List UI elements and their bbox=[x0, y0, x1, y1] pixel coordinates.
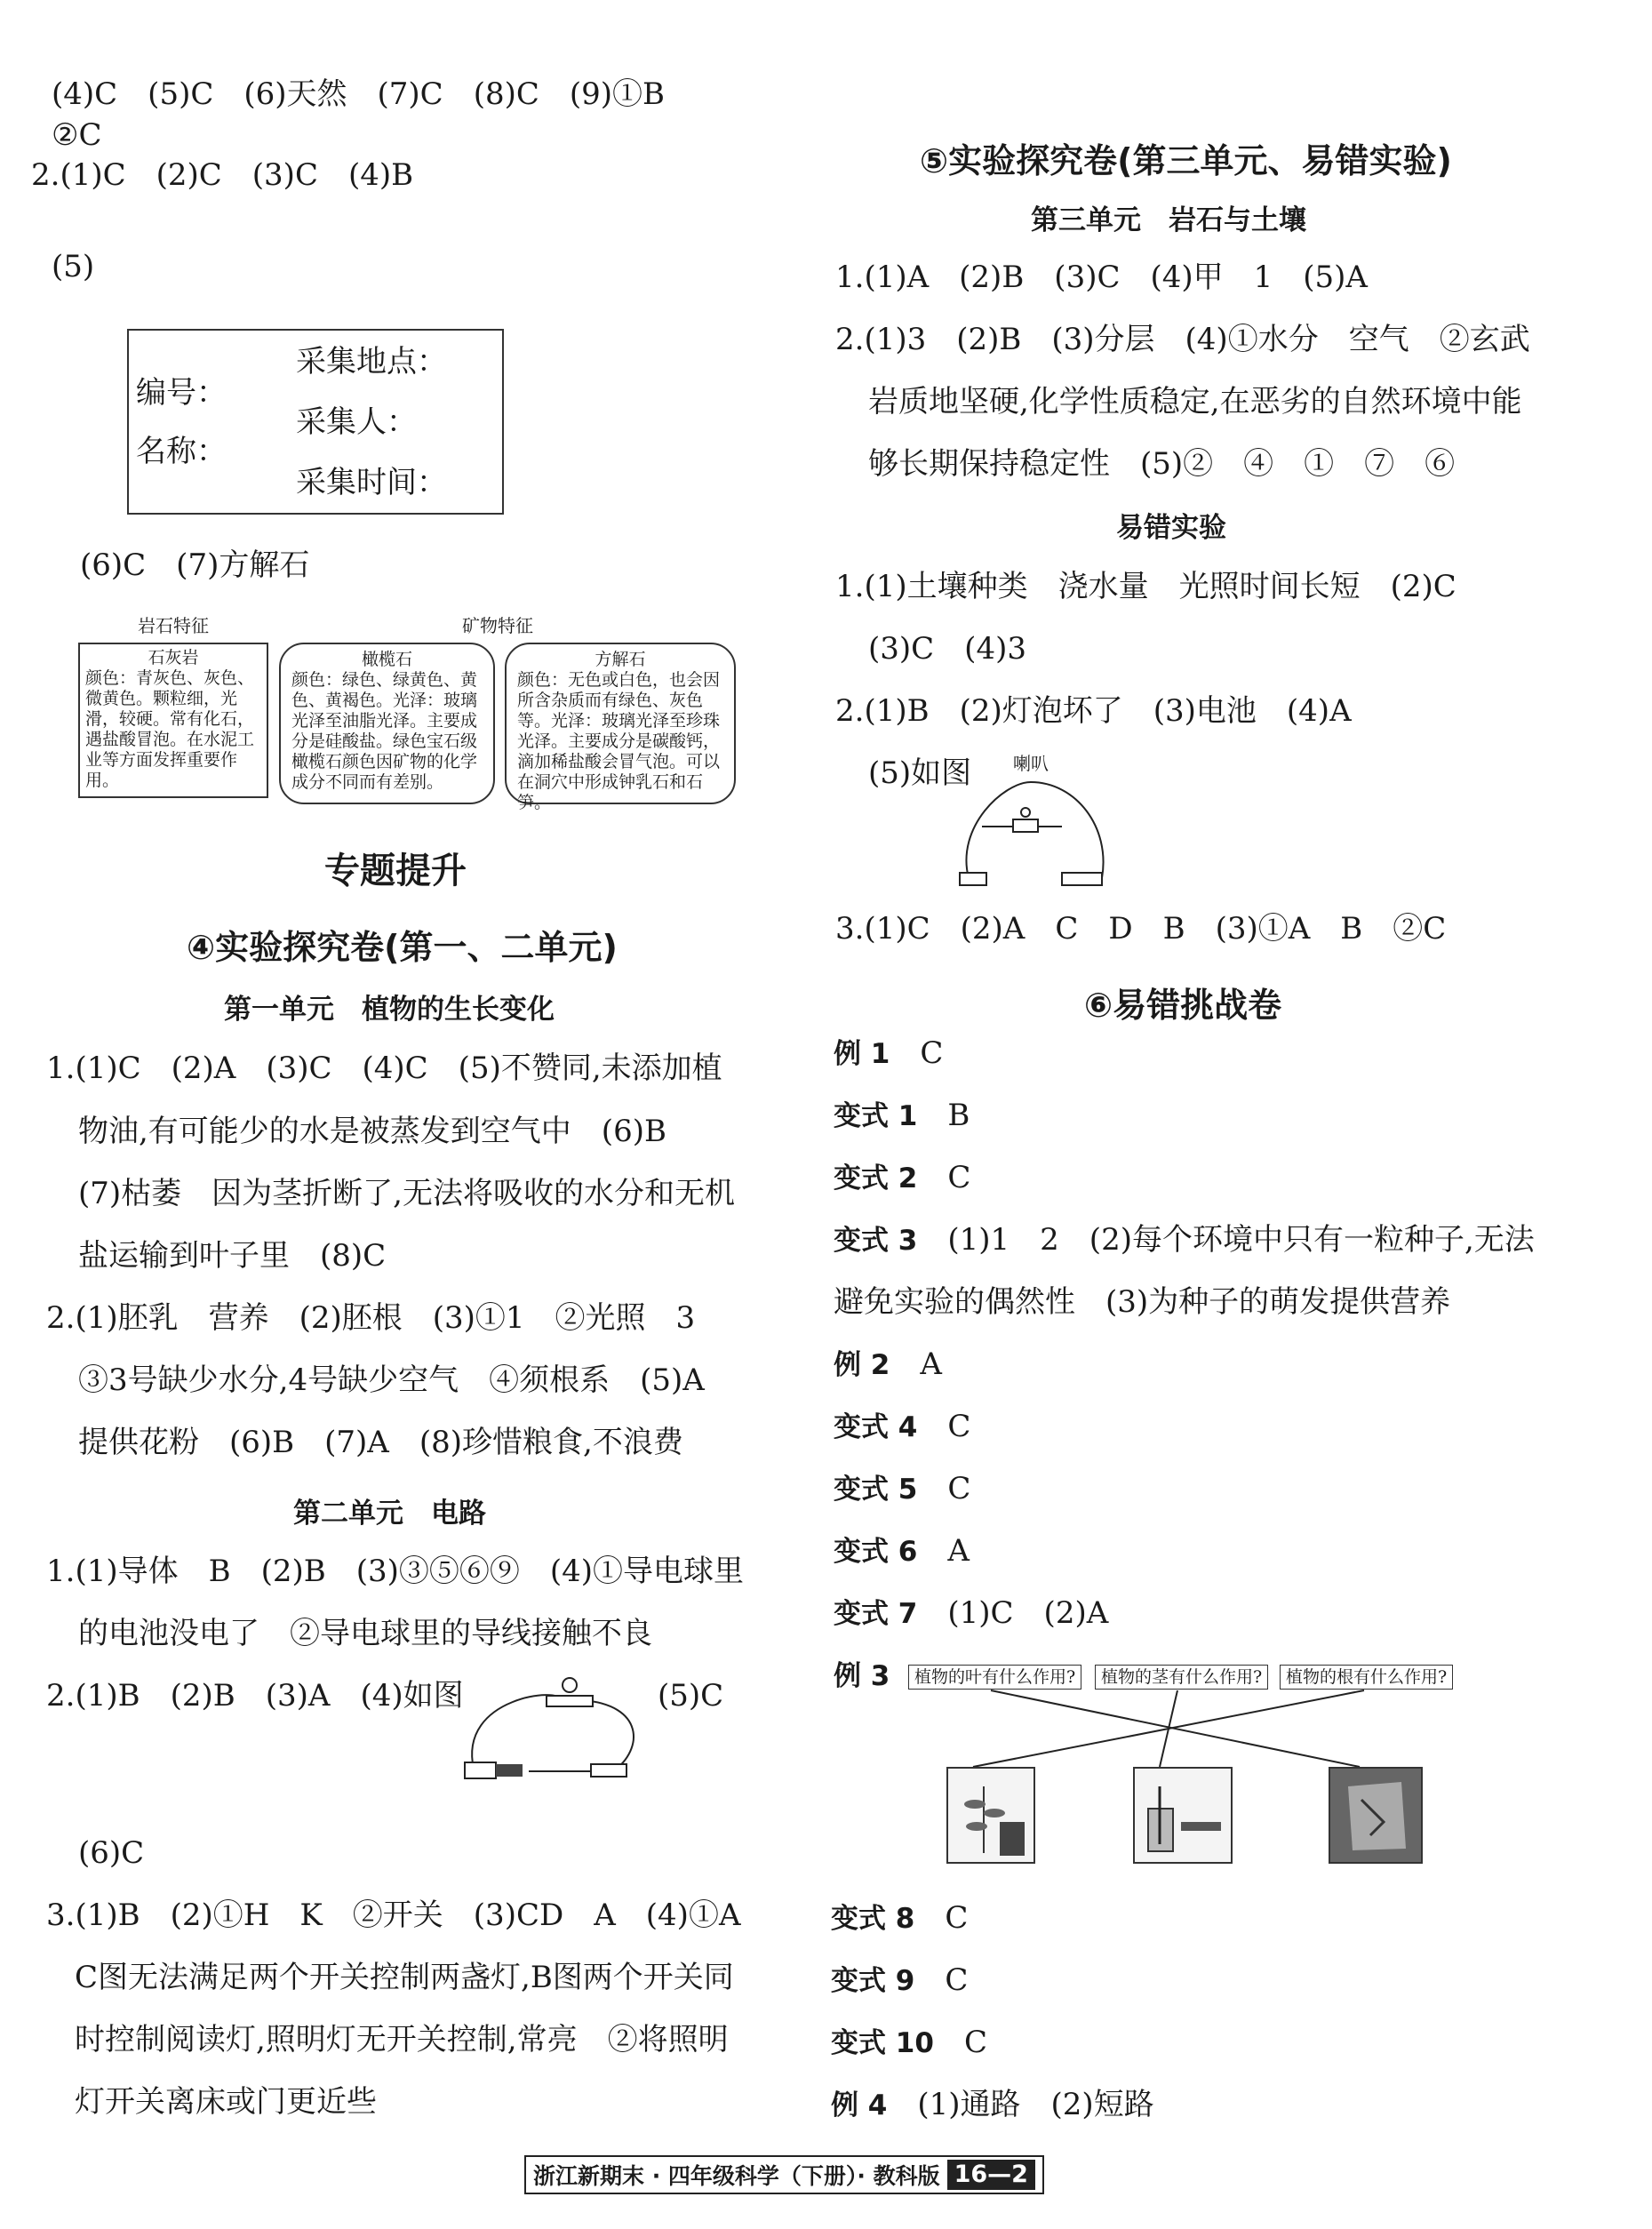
question-box-leaf: 植物的叶有什么作用? bbox=[908, 1665, 1081, 1690]
answer-line: 2.(1)C (2)C (3)C (4)B bbox=[31, 157, 414, 193]
label-time: 采集时间： bbox=[296, 465, 447, 500]
answer-line: 岩质地坚硬,化学性质稳定,在恶劣的自然环境中能 bbox=[868, 384, 1522, 419]
answer-line: 盐运输到叶子里 (8)C bbox=[78, 1238, 387, 1274]
item-row: 变式 4 C bbox=[834, 1409, 971, 1444]
item-row: 变式 8 C bbox=[831, 1900, 969, 1936]
answer-line: 时控制阅读灯,照明灯无开关控制,常亮 ②将照明 bbox=[75, 2022, 729, 2057]
item-row: 例 2 A bbox=[834, 1346, 942, 1382]
answer-line: 的电池没电了 ②导电球里的导线接触不良 bbox=[78, 1616, 652, 1651]
paper5-title: ⑤实验探究卷(第三单元、易错实验) bbox=[920, 141, 1452, 180]
root-photo bbox=[1329, 1767, 1423, 1864]
item-row: 例 3 bbox=[834, 1660, 890, 1692]
answer-line: 1.(1)A (2)B (3)C (4)甲 1 (5)A bbox=[835, 260, 1368, 295]
answer-line: 1.(1)土壤种类 浇水量 光照时间长短 (2)C bbox=[835, 569, 1456, 604]
answer-line: (5)C bbox=[658, 1678, 724, 1714]
beaker-icon bbox=[1135, 1769, 1231, 1862]
item-row: 变式 7 (1)C (2)A bbox=[834, 1595, 1109, 1631]
answer-line: (4)C (5)C (6)天然 (7)C (8)C (9)①B bbox=[52, 76, 666, 112]
answer-line: 灯开关离床或门更近些 bbox=[75, 2084, 377, 2120]
answer-line: 1.(1)导体 B (2)B (3)③⑤⑥⑨ (4)①导电球里 bbox=[46, 1554, 745, 1589]
answer-line: (7)枯萎 因为茎折断了,无法将吸收的水分和无机 bbox=[78, 1176, 735, 1211]
answer-line: 够长期保持稳定性 (5)② ④ ① ⑦ ⑥ bbox=[868, 446, 1456, 482]
plant-photo bbox=[946, 1767, 1035, 1864]
answer-line: C图无法满足两个开关控制两盏灯,B图两个开关同 bbox=[75, 1960, 734, 1995]
matching-lines bbox=[826, 1689, 1448, 1769]
paper4-title: ④实验探究卷(第一、二单元) bbox=[187, 928, 618, 967]
answer-line: 3.(1)C (2)A C D B (3)①A B ②C bbox=[835, 911, 1447, 947]
item-row: 例 4 (1)通路 (2)短路 bbox=[831, 2087, 1154, 2122]
answer-line: 提供花粉 (6)B (7)A (8)珍惜粮食,不浪费 bbox=[78, 1425, 683, 1460]
card-title: 石灰岩 bbox=[148, 648, 199, 667]
section-title: 专题提升 bbox=[324, 851, 467, 891]
footer-title: 浙江新期末 · 四年级科学（下册）· 教科版 bbox=[533, 2163, 940, 2189]
label-name: 名称： bbox=[136, 434, 227, 469]
answer-line: 2.(1)B (2)B (3)A (4)如图 bbox=[46, 1678, 464, 1714]
plant-icon bbox=[948, 1769, 1033, 1862]
error-experiment-title: 易错实验 bbox=[1116, 512, 1226, 544]
item-row: 变式 5 C bbox=[834, 1471, 971, 1506]
page-footer bbox=[524, 2155, 1044, 2194]
specimen-label-card bbox=[127, 329, 504, 515]
question-box-root: 植物的根有什么作用? bbox=[1280, 1665, 1453, 1690]
item-row: 变式 3 (1)1 2 (2)每个环境中只有一粒种子,无法 bbox=[834, 1222, 1535, 1258]
rock-feature-title: 岩石特征 bbox=[138, 615, 209, 636]
answer-line: 2.(1)B (2)灯泡坏了 (3)电池 (4)A bbox=[835, 693, 1352, 729]
item-row: 变式 1 B bbox=[834, 1098, 970, 1133]
card-calcite bbox=[505, 643, 736, 812]
question-box-stem: 植物的茎有什么作用? bbox=[1095, 1665, 1268, 1690]
item-row: 变式 9 C bbox=[831, 1962, 969, 1998]
answer-line: ③3号缺少水分,4号缺少空气 ④须根系 (5)A bbox=[78, 1362, 705, 1398]
card-text: 颜色：青灰色、灰色、微黄色。颗粒细，光滑，较硬。常有化石，遇盐酸冒泡。在水泥工业等方面发挥重要作用。 bbox=[85, 668, 255, 790]
unit2-title: 第二单元 电路 bbox=[293, 1498, 486, 1530]
label-person: 采集人： bbox=[296, 404, 417, 440]
stem-photo bbox=[1133, 1767, 1233, 1864]
circuit-diagram bbox=[458, 1669, 644, 1785]
answer-line: (5)如图 bbox=[868, 755, 972, 791]
answer-line: 1.(1)C (2)A (3)C (4)C (5)不赞同,未添加植 bbox=[46, 1051, 722, 1086]
item-row: 变式 6 A bbox=[834, 1533, 970, 1569]
answer-line: 3.(1)B (2)①H K ②开关 (3)CD A (4)①A bbox=[46, 1897, 741, 1933]
unit3-title: 第三单元 岩石与土壤 bbox=[1031, 204, 1306, 236]
speaker-circuit-diagram bbox=[951, 773, 1115, 893]
answer-line: 2.(1)胚乳 营养 (2)胚根 (3)①1 ②光照 3 bbox=[46, 1300, 696, 1336]
answer-label: (5) bbox=[52, 249, 95, 284]
answer-line: (6)C (7)方解石 bbox=[80, 547, 310, 583]
answer-line: (3)C (4)3 bbox=[868, 631, 1026, 667]
card-title: 橄榄石 bbox=[361, 650, 412, 669]
item-row: 避免实验的偶然性 (3)为种子的萌发提供营养 bbox=[834, 1284, 1451, 1320]
card-title: 方解石 bbox=[595, 650, 646, 669]
paper6-title: ⑥易错挑战卷 bbox=[1084, 986, 1282, 1025]
item-row: 变式 2 C bbox=[834, 1160, 971, 1195]
speaker-label: 喇叭 bbox=[1013, 753, 1049, 774]
label-number: 编号： bbox=[136, 375, 227, 411]
answer-line: 物油,有可能少的水是被蒸发到空气中 (6)B bbox=[78, 1114, 666, 1149]
mineral-feature-title: 矿物特征 bbox=[462, 615, 533, 636]
page-number: 16—2 bbox=[947, 2160, 1035, 2190]
label-place: 采集地点： bbox=[296, 344, 447, 379]
card-text: 颜色：绿色、绿黄色、黄色、黄褐色。光泽：玻璃光泽至油脂光泽。主要成分是硅酸盐。绿色宝石级橄榄石颜色因矿物的化学成分不同而有差别。 bbox=[291, 670, 478, 792]
bag-icon bbox=[1330, 1769, 1421, 1862]
item-row: 变式 10 C bbox=[831, 2025, 987, 2060]
item-row: 例 1 C bbox=[834, 1035, 944, 1071]
card-text: 颜色：无色或白色，也会因所含杂质而有绿色、灰色等。光泽：玻璃光泽至珍珠光泽。主要成分是碳酸钙，滴加稀盐酸会冒气泡。可以在洞穴中形成钟乳石和石笋。 bbox=[517, 670, 721, 812]
answer-line: ②C bbox=[52, 117, 102, 153]
answer-line: 2.(1)3 (2)B (3)分层 (4)①水分 空气 ②玄武 bbox=[835, 322, 1530, 357]
card-limestone bbox=[78, 643, 268, 798]
answer-line: (6)C bbox=[78, 1835, 145, 1871]
card-olivine bbox=[279, 643, 495, 804]
unit1-title: 第一单元 植物的生长变化 bbox=[224, 994, 555, 1026]
